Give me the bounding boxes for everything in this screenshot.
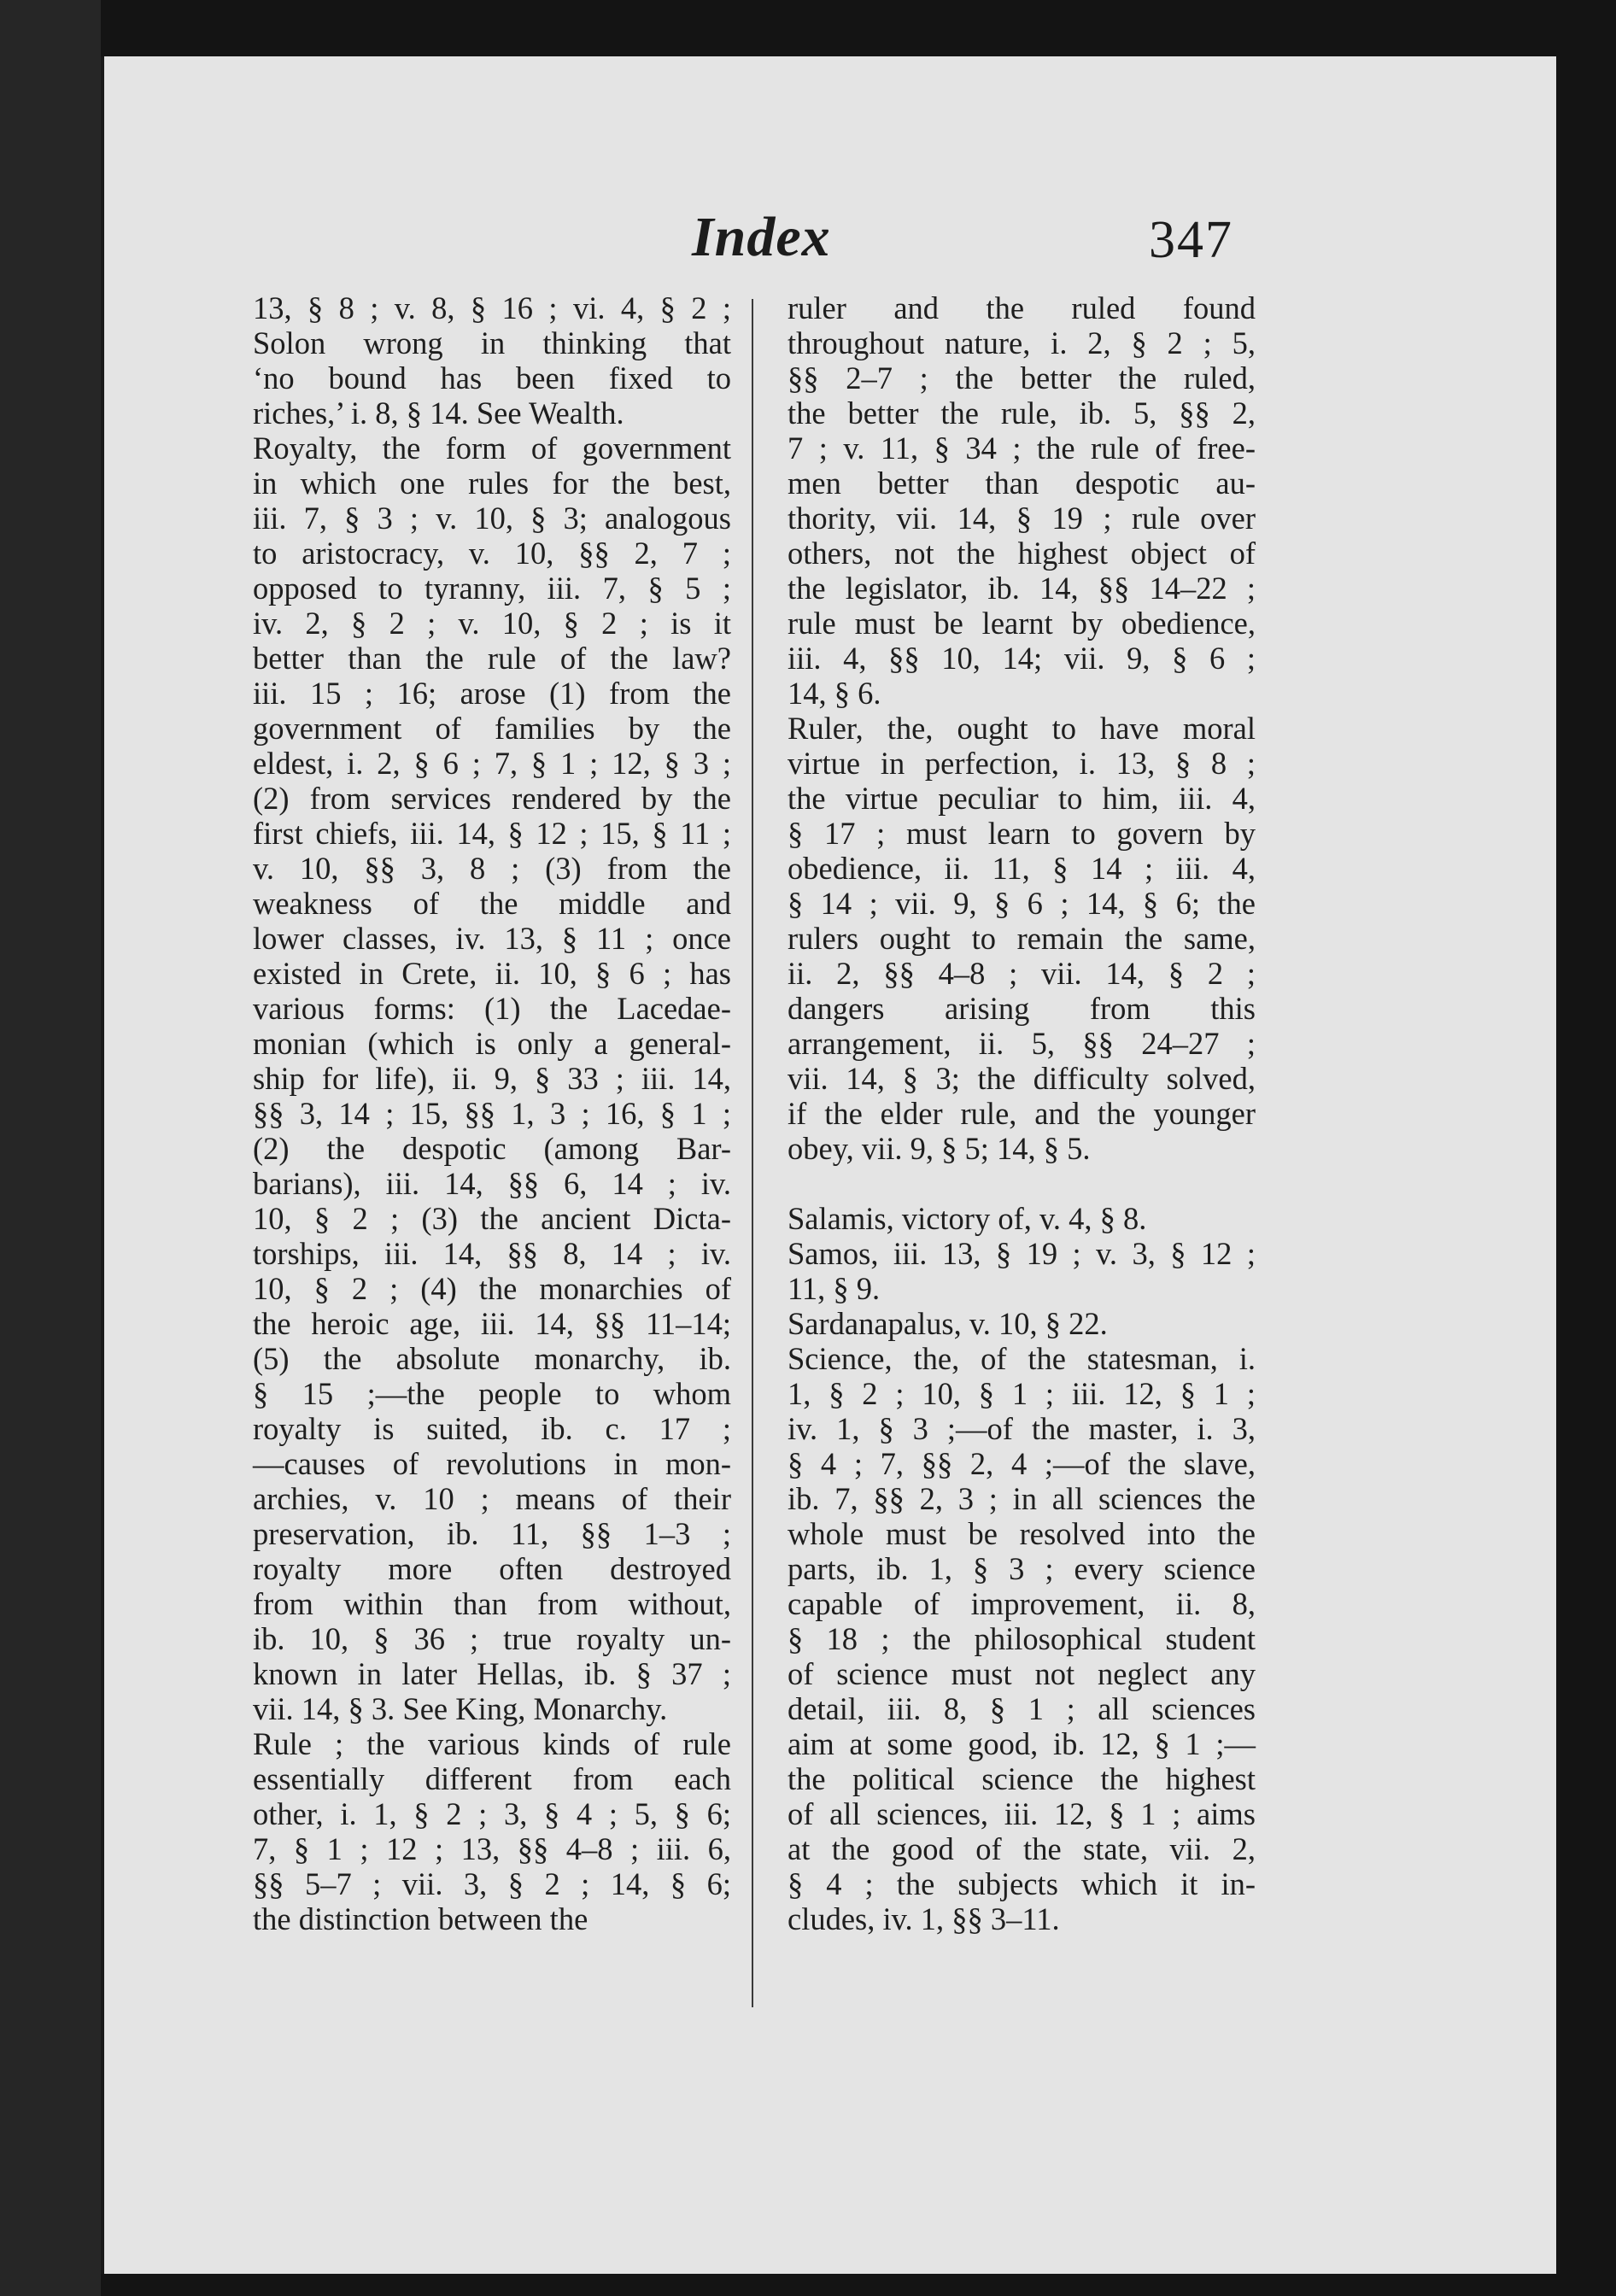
index-line: various forms: (1) the Lacedae- bbox=[253, 991, 731, 1026]
index-line: known in later Hellas, ib. § 37 ; bbox=[253, 1656, 731, 1691]
index-line: torships, iii. 14, §§ 8, 14 ; iv. bbox=[253, 1236, 731, 1271]
index-line: 7, § 1 ; 12 ; 13, §§ 4–8 ; iii. 6, bbox=[253, 1831, 731, 1866]
index-line: iii. 4, §§ 10, 14; vii. 9, § 6 ; bbox=[788, 641, 1256, 676]
index-line: §§ 2–7 ; the better the ruled, bbox=[788, 360, 1256, 395]
index-line: virtue in perfection, i. 13, § 8 ; bbox=[788, 746, 1256, 781]
index-line: Salamis, victory of, v. 4, § 8. bbox=[788, 1201, 1147, 1236]
index-line: throughout nature, i. 2, § 2 ; 5, bbox=[788, 325, 1256, 360]
index-line: capable of improvement, ii. 8, bbox=[788, 1586, 1256, 1621]
column-divider bbox=[752, 299, 753, 2007]
index-line: thority, vii. 14, § 19 ; rule over bbox=[788, 501, 1256, 536]
index-line: parts, ib. 1, § 3 ; every science bbox=[788, 1551, 1256, 1586]
index-line: barians), iii. 14, §§ 6, 14 ; iv. bbox=[253, 1166, 731, 1201]
index-line: the better the rule, ib. 5, §§ 2, bbox=[788, 395, 1256, 430]
index-line: §§ 3, 14 ; 15, §§ 1, 3 ; 16, § 1 ; bbox=[253, 1096, 731, 1131]
index-line: arrangement, ii. 5, §§ 24–27 ; bbox=[788, 1026, 1256, 1061]
index-column-right bbox=[788, 290, 1256, 1936]
running-head-title: Index bbox=[692, 206, 831, 268]
index-line: 14, § 6. bbox=[788, 676, 881, 711]
index-line: ‘no bound has been fixed to bbox=[253, 360, 731, 395]
index-line: of all sciences, iii. 12, § 1 ; aims bbox=[788, 1796, 1256, 1831]
index-line: existed in Crete, ii. 10, § 6 ; has bbox=[253, 956, 731, 991]
index-line: aim at some good, ib. 12, § 1 ;— bbox=[788, 1726, 1256, 1761]
index-line: the distinction between the bbox=[253, 1901, 588, 1936]
index-line: Samos, iii. 13, § 19 ; v. 3, § 12 ; bbox=[788, 1236, 1256, 1271]
index-line: §§ 5–7 ; vii. 3, § 2 ; 14, § 6; bbox=[253, 1866, 731, 1901]
index-line: (2) the despotic (among Bar- bbox=[253, 1131, 731, 1166]
index-line: § 18 ; the philosophical student bbox=[788, 1621, 1256, 1656]
entry-gap bbox=[788, 1166, 1256, 1201]
index-line: (5) the absolute monarchy, ib. bbox=[253, 1341, 731, 1376]
index-line: dangers arising from this bbox=[788, 991, 1256, 1026]
index-line: 11, § 9. bbox=[788, 1271, 881, 1306]
page-number: 347 bbox=[1149, 211, 1233, 269]
index-line: obey, vii. 9, § 5; 14, § 5. bbox=[788, 1131, 1091, 1166]
index-line: riches,’ i. 8, § 14. See Wealth. bbox=[253, 395, 624, 430]
index-line: ruler and the ruled found bbox=[788, 290, 1256, 325]
index-line: to aristocracy, v. 10, §§ 2, 7 ; bbox=[253, 536, 731, 571]
index-line: ii. 2, §§ 4–8 ; vii. 14, § 2 ; bbox=[788, 956, 1256, 991]
index-line: whole must be resolved into the bbox=[788, 1516, 1256, 1551]
index-line: 13, § 8 ; v. 8, § 16 ; vi. 4, § 2 ; bbox=[253, 290, 731, 325]
index-line: lower classes, iv. 13, § 11 ; once bbox=[253, 921, 731, 956]
index-line: obedience, ii. 11, § 14 ; iii. 4, bbox=[788, 851, 1256, 886]
index-line: Science, the, of the statesman, i. bbox=[788, 1341, 1256, 1376]
index-line: monian (which is only a general- bbox=[253, 1026, 731, 1061]
index-line: the heroic age, iii. 14, §§ 11–14; bbox=[253, 1306, 731, 1341]
index-line: royalty more often destroyed bbox=[253, 1551, 731, 1586]
index-line: 7 ; v. 11, § 34 ; the rule of free- bbox=[788, 430, 1256, 466]
index-line: rule must be learnt by obedience, bbox=[788, 606, 1256, 641]
index-line: government of families by the bbox=[253, 711, 731, 746]
scan-left-edge bbox=[0, 0, 101, 2296]
index-line: —causes of revolutions in mon- bbox=[253, 1446, 731, 1481]
index-line: ib. 10, § 36 ; true royalty un- bbox=[253, 1621, 731, 1656]
index-line: essentially different from each bbox=[253, 1761, 731, 1796]
index-line: ib. 7, §§ 2, 3 ; in all sciences the bbox=[788, 1481, 1256, 1516]
index-line: Solon wrong in thinking that bbox=[253, 325, 731, 360]
index-line: of science must not neglect any bbox=[788, 1656, 1256, 1691]
index-line: v. 10, §§ 3, 8 ; (3) from the bbox=[253, 851, 731, 886]
index-line: detail, iii. 8, § 1 ; all sciences bbox=[788, 1691, 1256, 1726]
index-line: men better than despotic au- bbox=[788, 466, 1256, 501]
index-line: 10, § 2 ; (4) the monarchies of bbox=[253, 1271, 731, 1306]
index-line: ship for life), ii. 9, § 33 ; iii. 14, bbox=[253, 1061, 731, 1096]
index-line: archies, v. 10 ; means of their bbox=[253, 1481, 731, 1516]
index-line: the political science the highest bbox=[788, 1761, 1256, 1796]
index-line: 1, § 2 ; 10, § 1 ; iii. 12, § 1 ; bbox=[788, 1376, 1256, 1411]
index-line: iii. 7, § 3 ; v. 10, § 3; analogous bbox=[253, 501, 731, 536]
index-line: if the elder rule, and the younger bbox=[788, 1096, 1256, 1131]
index-line: Royalty, the form of government bbox=[253, 430, 731, 466]
index-line: Rule ; the various kinds of rule bbox=[253, 1726, 731, 1761]
index-line: iii. 15 ; 16; arose (1) from the bbox=[253, 676, 731, 711]
index-line: eldest, i. 2, § 6 ; 7, § 1 ; 12, § 3 ; bbox=[253, 746, 731, 781]
index-line: iv. 2, § 2 ; v. 10, § 2 ; is it bbox=[253, 606, 731, 641]
index-line: in which one rules for the best, bbox=[253, 466, 731, 501]
index-line: better than the rule of the law? bbox=[253, 641, 731, 676]
index-line: Ruler, the, ought to have moral bbox=[788, 711, 1256, 746]
index-line: opposed to tyranny, iii. 7, § 5 ; bbox=[253, 571, 731, 606]
index-line: § 15 ;—the people to whom bbox=[253, 1376, 731, 1411]
index-line: preservation, ib. 11, §§ 1–3 ; bbox=[253, 1516, 731, 1551]
index-line: the legislator, ib. 14, §§ 14–22 ; bbox=[788, 571, 1256, 606]
index-line: § 14 ; vii. 9, § 6 ; 14, § 6; the bbox=[788, 886, 1256, 921]
index-line: § 17 ; must learn to govern by bbox=[788, 816, 1256, 851]
index-line: 10, § 2 ; (3) the ancient Dicta- bbox=[253, 1201, 731, 1236]
index-line: vii. 14, § 3; the difficulty solved, bbox=[788, 1061, 1256, 1096]
index-line: the virtue peculiar to him, iii. 4, bbox=[788, 781, 1256, 816]
index-line: others, not the highest object of bbox=[788, 536, 1256, 571]
index-line: § 4 ; the subjects which it in- bbox=[788, 1866, 1256, 1901]
index-line: vii. 14, § 3. See King, Monarchy. bbox=[253, 1691, 668, 1726]
index-line: first chiefs, iii. 14, § 12 ; 15, § 11 ; bbox=[253, 816, 731, 851]
index-line: Sardanapalus, v. 10, § 22. bbox=[788, 1306, 1108, 1341]
index-line: from within than from without, bbox=[253, 1586, 731, 1621]
index-line: (2) from services rendered by the bbox=[253, 781, 731, 816]
index-line: rulers ought to remain the same, bbox=[788, 921, 1256, 956]
index-line: other, i. 1, § 2 ; 3, § 4 ; 5, § 6; bbox=[253, 1796, 731, 1831]
index-line: cludes, iv. 1, §§ 3–11. bbox=[788, 1901, 1060, 1936]
index-line: § 4 ; 7, §§ 2, 4 ;—of the slave, bbox=[788, 1446, 1256, 1481]
index-line: weakness of the middle and bbox=[253, 886, 731, 921]
index-line: at the good of the state, vii. 2, bbox=[788, 1831, 1256, 1866]
index-column-left bbox=[253, 290, 731, 1936]
index-line: iv. 1, § 3 ;—of the master, i. 3, bbox=[788, 1411, 1256, 1446]
index-line: royalty is suited, ib. c. 17 ; bbox=[253, 1411, 731, 1446]
